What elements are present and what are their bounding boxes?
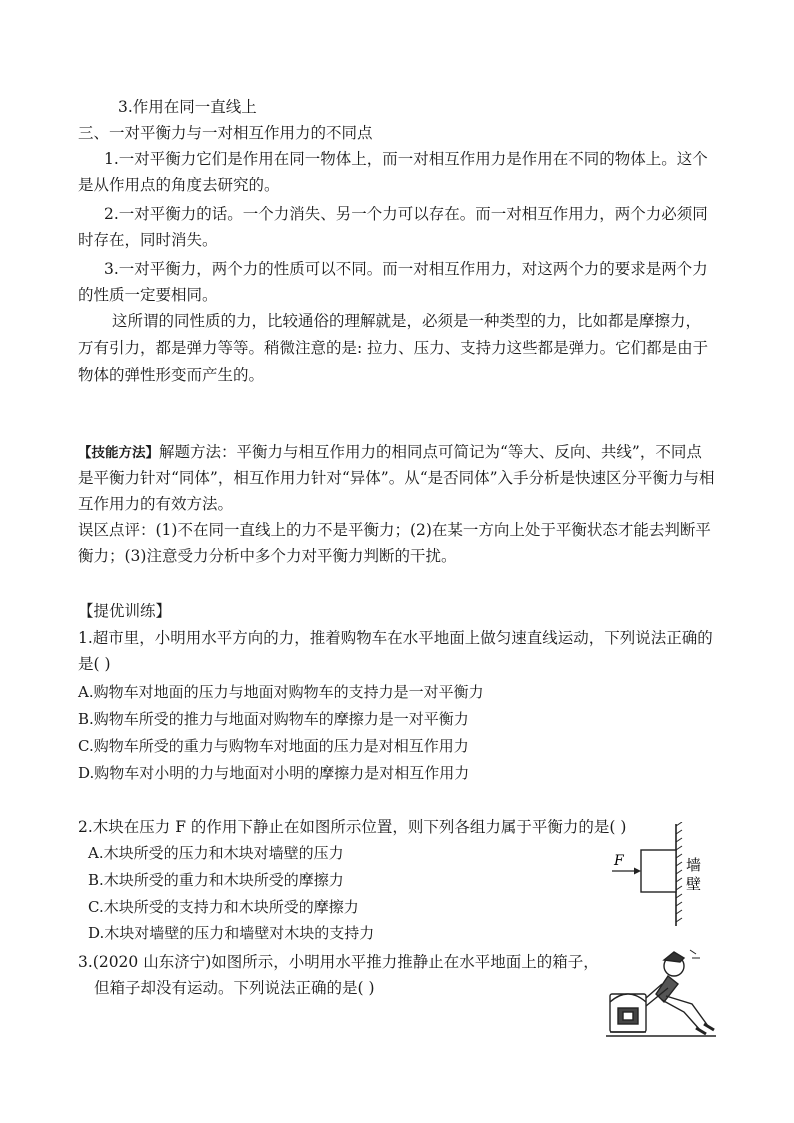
q1-option-d: D.购物车对小明的力与地面对小明的摩擦力是对相互作用力 (78, 764, 470, 782)
q2-option-d: D.木块对墙壁的压力和墙壁对木块的支持力 (88, 924, 375, 942)
point-3: 3.作用在同一直线上 (118, 98, 257, 116)
diff-para-2-line-2: 时存在，同时消失。 (78, 231, 218, 249)
q2-option-c: C.木块所受的支持力和木块所受的摩擦力 (88, 898, 359, 916)
diff-para-4-line-1: 这所谓的同性质的力，比较通俗的理解就是，必须是一种类型的力，比如都是摩擦力， (112, 312, 702, 330)
diff-para-1-line-2: 是从作用点的角度去研究的。 (78, 176, 280, 194)
q3-figure-boy-pushing-chest (604, 946, 724, 1042)
effort-marks (690, 950, 700, 958)
boy (646, 952, 714, 1034)
q2-option-a: A.木块所受的压力和木块对墙壁的压力 (88, 844, 344, 862)
diff-para-4-line-2: 万有引力，都是弹力等等。稍微注意的是: 拉力、压力、支持力这些都是弹力。它们都是由于 (78, 339, 709, 357)
q1-option-c: C.购物车所受的重力与购物车对地面的压力是对相互作用力 (78, 737, 469, 755)
q2-stem: 2.木块在压力 F 的作用下静止在如图所示位置，则下列各组力属于平衡力的是( ) (78, 818, 627, 836)
skill-tag: 【技能方法】 (78, 445, 159, 461)
wall-hatching (676, 822, 682, 922)
training-heading: 【提优训练】 (78, 602, 172, 620)
skill-line-3: 互作用力的有效方法。 (78, 495, 234, 513)
wall-label-2: 壁 (686, 875, 702, 893)
mistake-line-2: 衡力；(3)注意受力分析中多个力对平衡力判断的干扰。 (78, 547, 457, 565)
skill-line-1 (78, 441, 702, 464)
wall-label-1: 墙 (686, 856, 702, 874)
q1-option-a: A.购物车对地面的压力与地面对购物车的支持力是一对平衡力 (78, 683, 484, 701)
q1-option-b: B.购物车所受的推力与地面对购物车的摩擦力是一对平衡力 (78, 710, 469, 728)
force-label: F (614, 853, 624, 869)
skill-line-2: 是平衡力针对“同体”，相互作用力针对“异体”。从“是否同体”入手分析是快速区分平衡力与相 (78, 469, 715, 487)
q2-figure-block-wall (608, 822, 718, 928)
diff-para-1-line-1: 1.一对平衡力它们是作用在同一物体上，而一对相互作用力是作用在不同的物体上。这个 (104, 150, 708, 168)
diff-para-3-line-2: 的性质一定要相同。 (78, 286, 218, 304)
diff-para-2-line-1: 2.一对平衡力的话。一个力消失、另一个力可以存在。而一对相互作用力，两个力必须同 (104, 205, 708, 223)
q3-stem-line-1: 3.(2020 山东济宁)如图所示，小明用水平推力推静止在水平地面上的箱子， (78, 953, 599, 971)
q1-stem-line-2: 是( ) (78, 655, 111, 673)
diff-para-4-line-3: 物体的弹性形变而产生的。 (78, 366, 265, 384)
wooden-block (641, 850, 676, 892)
q1-stem-line-1: 1.超市里，小明用水平方向的力，推着购物车在水平地面上做匀速直线运动，下列说法正确的 (78, 629, 713, 647)
q2-option-b: B.木块所受的重力和木块所受的摩擦力 (88, 871, 344, 889)
mistake-line-1: 误区点评：(1)不在同一直线上的力不是平衡力；(2)在某一方向上处于平衡状态才能去判断平 (78, 521, 711, 539)
force-arrowhead (634, 868, 641, 875)
chest (610, 994, 646, 1032)
q3-stem-line-2: 但箱子却没有运动。下列说法正确的是( ) (94, 979, 375, 997)
section-heading-differences: 三、一对平衡力与一对相互作用力的不同点 (78, 124, 373, 142)
skill-text-1: 解题方法：平衡力与相互作用力的相同点可简记为“等大、反向、共线”，不同点 (159, 443, 702, 461)
diff-para-3-line-1: 3.一对平衡力，两个力的性质可以不同。而一对相互作用力，对这两个力的要求是两个力 (104, 260, 708, 278)
